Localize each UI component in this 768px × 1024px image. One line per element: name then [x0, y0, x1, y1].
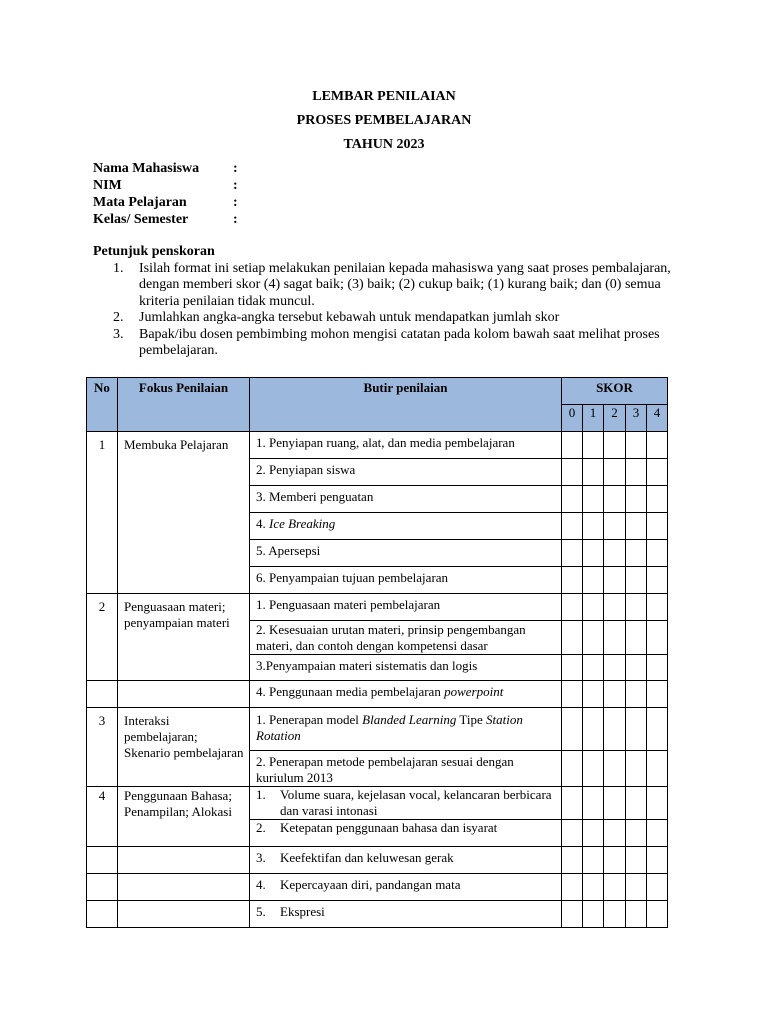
score-cell[interactable]	[562, 787, 583, 820]
criterion-number: 5.	[256, 904, 266, 919]
header-score: SKOR	[562, 378, 668, 405]
score-col-2: 2	[604, 405, 626, 432]
score-col-1: 1	[583, 405, 604, 432]
empty-cell	[118, 874, 250, 901]
score-cell[interactable]	[583, 540, 604, 567]
score-cell[interactable]	[604, 901, 626, 928]
instruction-text: Isilah format ini setiap melakukan penilaian kepada mahasiswa yang saat proses pembalajaran, dengan memberi skor (4) sagat baik; (3) baik; (2) cukup baik; (1) kurang baik; dan (0) semua kriteria penilaian tidak muncul.	[139, 260, 671, 309]
score-cell[interactable]	[647, 486, 668, 513]
score-cell[interactable]	[647, 459, 668, 486]
score-cell[interactable]	[583, 874, 604, 901]
score-cell[interactable]	[626, 901, 647, 928]
criterion-italic: Station Rotation	[256, 712, 523, 743]
empty-cell	[87, 901, 118, 928]
empty-cell	[87, 681, 118, 708]
score-cell[interactable]	[626, 751, 647, 787]
score-cell[interactable]	[583, 567, 604, 594]
score-cell[interactable]	[626, 787, 647, 820]
colon: :	[233, 212, 238, 227]
criterion-number: 4.	[256, 516, 269, 531]
score-cell[interactable]	[626, 567, 647, 594]
criterion-italic: Blanded Learning	[362, 712, 457, 727]
score-cell[interactable]	[647, 655, 668, 681]
score-cell[interactable]	[583, 486, 604, 513]
score-cell[interactable]	[562, 751, 583, 787]
identity-label: Nama Mahasiswa	[93, 161, 200, 176]
score-cell[interactable]	[604, 513, 626, 540]
score-cell[interactable]	[626, 874, 647, 901]
criterion	[250, 708, 562, 751]
criterion: 1. Penguasaan materi pembelajaran	[250, 594, 562, 621]
score-cell[interactable]	[604, 567, 626, 594]
criterion: 5. Apersepsi	[250, 540, 562, 567]
score-cell[interactable]	[604, 751, 626, 787]
score-cell[interactable]	[562, 681, 583, 708]
score-cell[interactable]	[626, 594, 647, 621]
score-cell[interactable]	[583, 787, 604, 820]
criterion-italic: Ice Breaking	[269, 516, 336, 531]
score-cell[interactable]	[562, 708, 583, 751]
score-col-0: 0	[562, 405, 583, 432]
criterion-number: 4.	[256, 877, 266, 892]
score-cell[interactable]	[626, 432, 647, 459]
assessment-table	[86, 377, 668, 928]
criterion	[250, 901, 562, 928]
score-cell[interactable]	[626, 540, 647, 567]
score-cell[interactable]	[583, 459, 604, 486]
empty-cell	[87, 847, 118, 874]
score-cell[interactable]	[583, 432, 604, 459]
score-cell[interactable]	[647, 751, 668, 787]
colon: :	[233, 161, 238, 176]
score-cell[interactable]	[562, 432, 583, 459]
criterion: 3.Penyampaian materi sistematis dan logis	[250, 655, 562, 681]
instruction-item	[93, 310, 683, 327]
criterion: 2. Penerapan metode pembelajaran sesuai dengan kuriulum 2013	[250, 751, 562, 787]
criterion-text: 1. Penerapan model	[256, 712, 363, 727]
header-items: Butir penilaian	[250, 378, 562, 432]
score-col-3: 3	[626, 405, 647, 432]
score-cell[interactable]	[647, 621, 668, 655]
score-cell[interactable]	[562, 513, 583, 540]
score-cell[interactable]	[562, 901, 583, 928]
identity-row	[93, 194, 238, 211]
score-cell[interactable]	[626, 708, 647, 751]
score-cell[interactable]	[604, 655, 626, 681]
empty-cell	[118, 681, 250, 708]
focus-label: Interaksi pembelajaran; Skenario pembelajaran	[118, 708, 250, 787]
score-col-4: 4	[647, 405, 668, 432]
document-title: LEMBAR PENILAIAN	[312, 89, 456, 104]
score-cell[interactable]	[583, 655, 604, 681]
instruction-number: 3.	[113, 326, 124, 342]
criterion-text: 4. Penggunaan media pembelajaran	[256, 684, 445, 699]
empty-cell	[118, 901, 250, 928]
score-cell[interactable]	[604, 874, 626, 901]
criterion	[250, 513, 562, 540]
criterion-text: Ekspresi	[280, 904, 325, 919]
score-cell[interactable]	[583, 901, 604, 928]
criterion	[250, 681, 562, 708]
row-number: 1	[87, 432, 118, 594]
row-number: 2	[87, 594, 118, 681]
instruction-item	[93, 327, 683, 360]
score-cell[interactable]	[562, 459, 583, 486]
score-cell[interactable]	[604, 432, 626, 459]
score-cell[interactable]	[647, 540, 668, 567]
criterion-text: Keefektifan dan keluwesan gerak	[280, 850, 454, 865]
score-cell[interactable]	[604, 847, 626, 874]
identity-row	[93, 211, 238, 228]
score-cell[interactable]	[583, 847, 604, 874]
score-cell[interactable]	[604, 621, 626, 655]
empty-cell	[118, 847, 250, 874]
score-cell[interactable]	[562, 486, 583, 513]
score-cell[interactable]	[604, 708, 626, 751]
focus-label: Penggunaan Bahasa; Penampilan; Alokasi	[118, 787, 250, 847]
document-year: TAHUN 2023	[343, 137, 425, 152]
score-cell[interactable]	[626, 459, 647, 486]
document-subtitle: PROSES PEMBELAJARAN	[296, 113, 472, 128]
criterion: 1. Penyiapan ruang, alat, dan media pembelajaran	[250, 432, 562, 459]
criterion-text: Kepercayaan diri, pandangan mata	[280, 877, 461, 892]
score-cell[interactable]	[647, 567, 668, 594]
identity-block	[93, 160, 238, 228]
row-number: 4	[87, 787, 118, 847]
score-cell[interactable]	[647, 708, 668, 751]
score-cell[interactable]	[604, 681, 626, 708]
score-cell[interactable]	[647, 432, 668, 459]
score-cell[interactable]	[647, 513, 668, 540]
score-cell[interactable]	[647, 820, 668, 847]
score-cell[interactable]	[647, 681, 668, 708]
criterion-text: Tipe	[456, 712, 487, 727]
score-cell[interactable]	[583, 751, 604, 787]
criterion-number: 1.	[256, 787, 266, 802]
criterion: 6. Penyampaian tujuan pembelajaran	[250, 567, 562, 594]
score-cell[interactable]	[604, 594, 626, 621]
score-cell[interactable]	[647, 847, 668, 874]
score-cell[interactable]	[604, 540, 626, 567]
row-number: 3	[87, 708, 118, 787]
instruction-number: 2.	[113, 310, 124, 325]
score-cell[interactable]	[647, 594, 668, 621]
criterion: 2. Penyiapan siswa	[250, 459, 562, 486]
instruction-item	[93, 261, 683, 311]
instruction-number: 1.	[113, 260, 124, 276]
criterion	[250, 874, 562, 901]
header-no: No	[87, 378, 118, 432]
empty-cell	[87, 874, 118, 901]
identity-row	[93, 177, 238, 194]
score-cell[interactable]	[562, 874, 583, 901]
score-cell[interactable]	[604, 787, 626, 820]
identity-label: Mata Pelajaran	[93, 195, 187, 210]
score-cell[interactable]	[562, 655, 583, 681]
score-cell[interactable]	[626, 655, 647, 681]
instruction-text: Bapak/ibu dosen pembimbing mohon mengisi catatan pada kolom bawah saat melihat proses pembelajaran.	[139, 326, 660, 358]
score-cell[interactable]	[626, 820, 647, 847]
colon: :	[233, 178, 238, 193]
score-cell[interactable]	[583, 820, 604, 847]
criterion	[250, 787, 562, 820]
score-cell[interactable]	[562, 621, 583, 655]
identity-label: Kelas/ Semester	[93, 212, 189, 227]
criterion-italic: powerpoint	[444, 684, 504, 699]
criterion-number: 2.	[256, 820, 266, 835]
header-focus: Fokus Penilaian	[118, 378, 250, 432]
instruction-text: Jumlahkan angka-angka tersebut kebawah untuk mendapatkan jumlah skor	[139, 310, 560, 325]
score-cell[interactable]	[583, 513, 604, 540]
score-cell[interactable]	[562, 594, 583, 621]
score-cell[interactable]	[562, 820, 583, 847]
score-cell[interactable]	[626, 681, 647, 708]
score-cell[interactable]	[583, 621, 604, 655]
score-cell[interactable]	[562, 540, 583, 567]
score-cell[interactable]	[562, 567, 583, 594]
score-cell[interactable]	[647, 787, 668, 820]
identity-row	[93, 160, 238, 177]
focus-label: Membuka Pelajaran	[118, 432, 250, 594]
score-cell[interactable]	[604, 486, 626, 513]
score-cell[interactable]	[647, 901, 668, 928]
criterion-number: 3.	[256, 850, 266, 865]
score-cell[interactable]	[604, 820, 626, 847]
colon: :	[233, 195, 238, 210]
criterion-text: Ketepatan penggunaan bahasa dan isyarat	[280, 820, 498, 835]
criterion-text: Volume suara, kejelasan vocal, kelancaran berbicara dan varasi intonasi	[280, 787, 552, 818]
score-cell[interactable]	[583, 708, 604, 751]
score-cell[interactable]	[626, 621, 647, 655]
scoring-instructions	[93, 244, 683, 360]
score-cell[interactable]	[562, 847, 583, 874]
criterion	[250, 847, 562, 874]
criterion: 3. Memberi penguatan	[250, 486, 562, 513]
score-cell[interactable]	[647, 874, 668, 901]
instructions-heading: Petunjuk penskoran	[93, 244, 215, 259]
focus-label: Penguasaan materi; penyampaian materi	[118, 594, 250, 681]
score-cell[interactable]	[583, 594, 604, 621]
score-cell[interactable]	[626, 513, 647, 540]
criterion: 2. Kesesuaian urutan materi, prinsip pengembangan materi, dan contoh dengan kompetensi dasar	[250, 621, 562, 655]
criterion	[250, 820, 562, 847]
identity-label: NIM	[93, 178, 122, 193]
score-cell[interactable]	[604, 459, 626, 486]
score-cell[interactable]	[626, 847, 647, 874]
score-cell[interactable]	[626, 486, 647, 513]
score-cell[interactable]	[583, 681, 604, 708]
